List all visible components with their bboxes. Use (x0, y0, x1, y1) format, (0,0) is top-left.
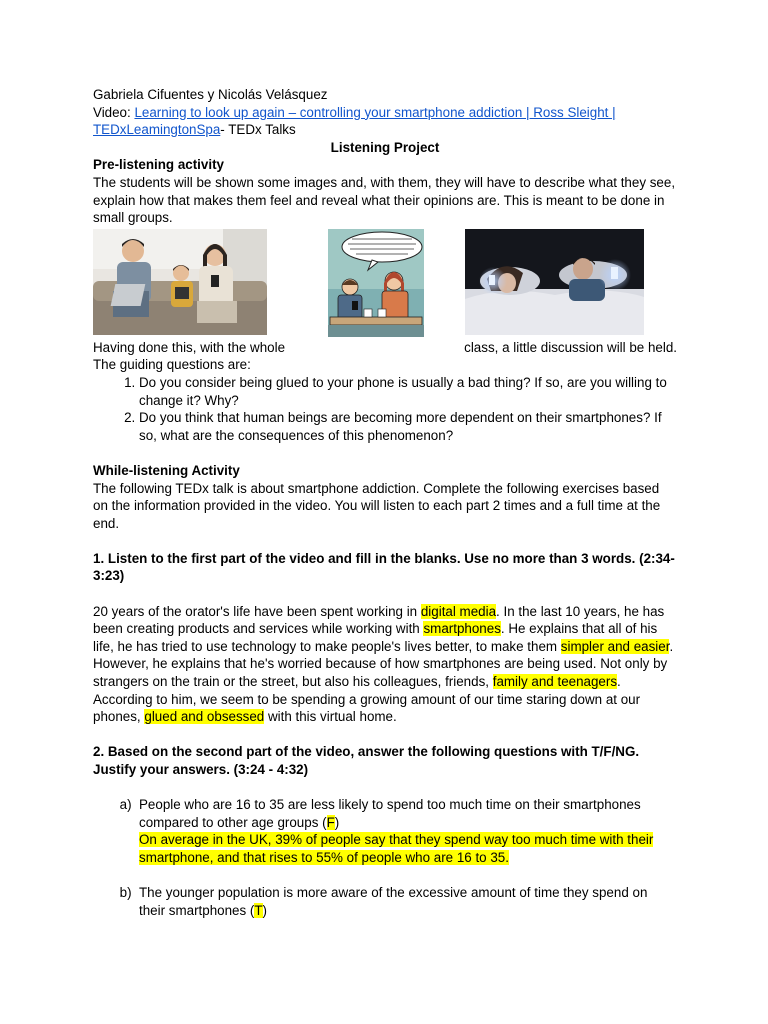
ex1-answer: family and teenagers (492, 674, 618, 690)
tfng-close: ) (262, 902, 268, 918)
couple-bed-image (465, 229, 644, 335)
ex1-answer: simpler and easier (560, 638, 670, 654)
document-title: Listening Project (330, 139, 440, 155)
video-suffix: - TEDx Talks (220, 122, 296, 138)
pre-listening-heading: Pre-listening activity (93, 157, 224, 173)
document-content (93, 86, 677, 919)
video-line (93, 104, 677, 139)
ex1-text-part: with this virtual home. (264, 709, 397, 725)
exercise-1-heading: 1. Listen to the first part of the video and fill in the blanks. Use no more than 3 words. (2:34-3:23) (93, 550, 675, 584)
guiding-question: 2. Do you think that human beings are becoming more dependent on their smartphones? If so, what are the consequences of this phenomenon? (139, 409, 677, 444)
guiding-questions-list (93, 374, 677, 444)
guiding-intro: The guiding questions are: (93, 357, 251, 373)
ex1-answer: smartphones (423, 621, 501, 637)
exercise-2-heading: 2. Based on the second part of the video, answer the following questions with T/F/NG. Justify your answers. (3:24 - 4:32) (93, 744, 640, 777)
exercise-2-list (93, 796, 677, 919)
discussion-line (93, 339, 677, 357)
image-row (93, 227, 677, 339)
ex1-text-part: . However, he explains that he's worried because of how smartphones are being used. Not only by strangers on the train or the street, but also his colleagues, friends, (93, 638, 674, 690)
discussion-right: class, a little discussion will be held. (464, 339, 677, 355)
exercise-1-text (93, 603, 677, 726)
guiding-question: 1. Do you consider being glued to your phone is usually a bad thing? If so, are you willing to change it? Why? (139, 374, 677, 409)
video-label: Video: (93, 104, 135, 120)
video-link[interactable] (93, 105, 616, 138)
video-link-line2: TEDxLeamingtonSpa (93, 122, 221, 138)
tfng-item (139, 884, 677, 919)
tfng-close: ) (334, 814, 340, 830)
tfng-question: The younger population is more aware of the excessive amount of time they spend on their smartphones ( (139, 885, 648, 918)
ex1-answer: digital media (420, 603, 497, 619)
tfng-item (139, 796, 677, 884)
tfng-justification: On average in the UK, 39% of people say that they spend way too much time with their smartphone, and that rises to 55% of people who are 16 to 35. (139, 832, 654, 865)
ex1-text-part: . In the last 10 years, he has been creating products and services while working with (93, 603, 665, 637)
family-devices-image (93, 229, 267, 335)
ex1-text-part: . According to him, we seem to be spending a growing amount of our time staring down at our phones, (93, 674, 641, 725)
video-link-line1: Learning to look up again – controlling your smartphone addiction | Ross Sleight | (134, 104, 616, 120)
authors-line: Gabriela Cifuentes y Nicolás Velásquez (93, 87, 328, 102)
tfng-answer: F (326, 814, 335, 830)
tfng-answer: T (254, 902, 263, 918)
ex1-text-part: . He explains that all of his life, he has tried to use technology to make people's lives better, to make them (93, 621, 658, 654)
discussion-left: Having done this, with the whole (93, 339, 286, 355)
ex1-answer: glued and obsessed (144, 709, 265, 725)
while-listening-intro: The following TEDx talk is about smartphone addiction. Complete the following exercises based on the information provided in the video. You will listen to each part 2 times and a full time at the end. (93, 480, 661, 531)
while-listening-heading: While-listening Activity (93, 462, 240, 478)
ex1-text-part: 20 years of the orator's life have been spent working in (93, 603, 421, 619)
pre-listening-intro: The students will be shown some images and, with them, they will have to describe what they see, explain how that makes them feel and reveal what their opinions are. This is meant to be done in small groups. (93, 174, 676, 226)
tfng-question: People who are 16 to 35 are less likely to spend too much time on their smartphones compared to other age groups ( (139, 797, 641, 830)
comic-image (328, 229, 424, 337)
